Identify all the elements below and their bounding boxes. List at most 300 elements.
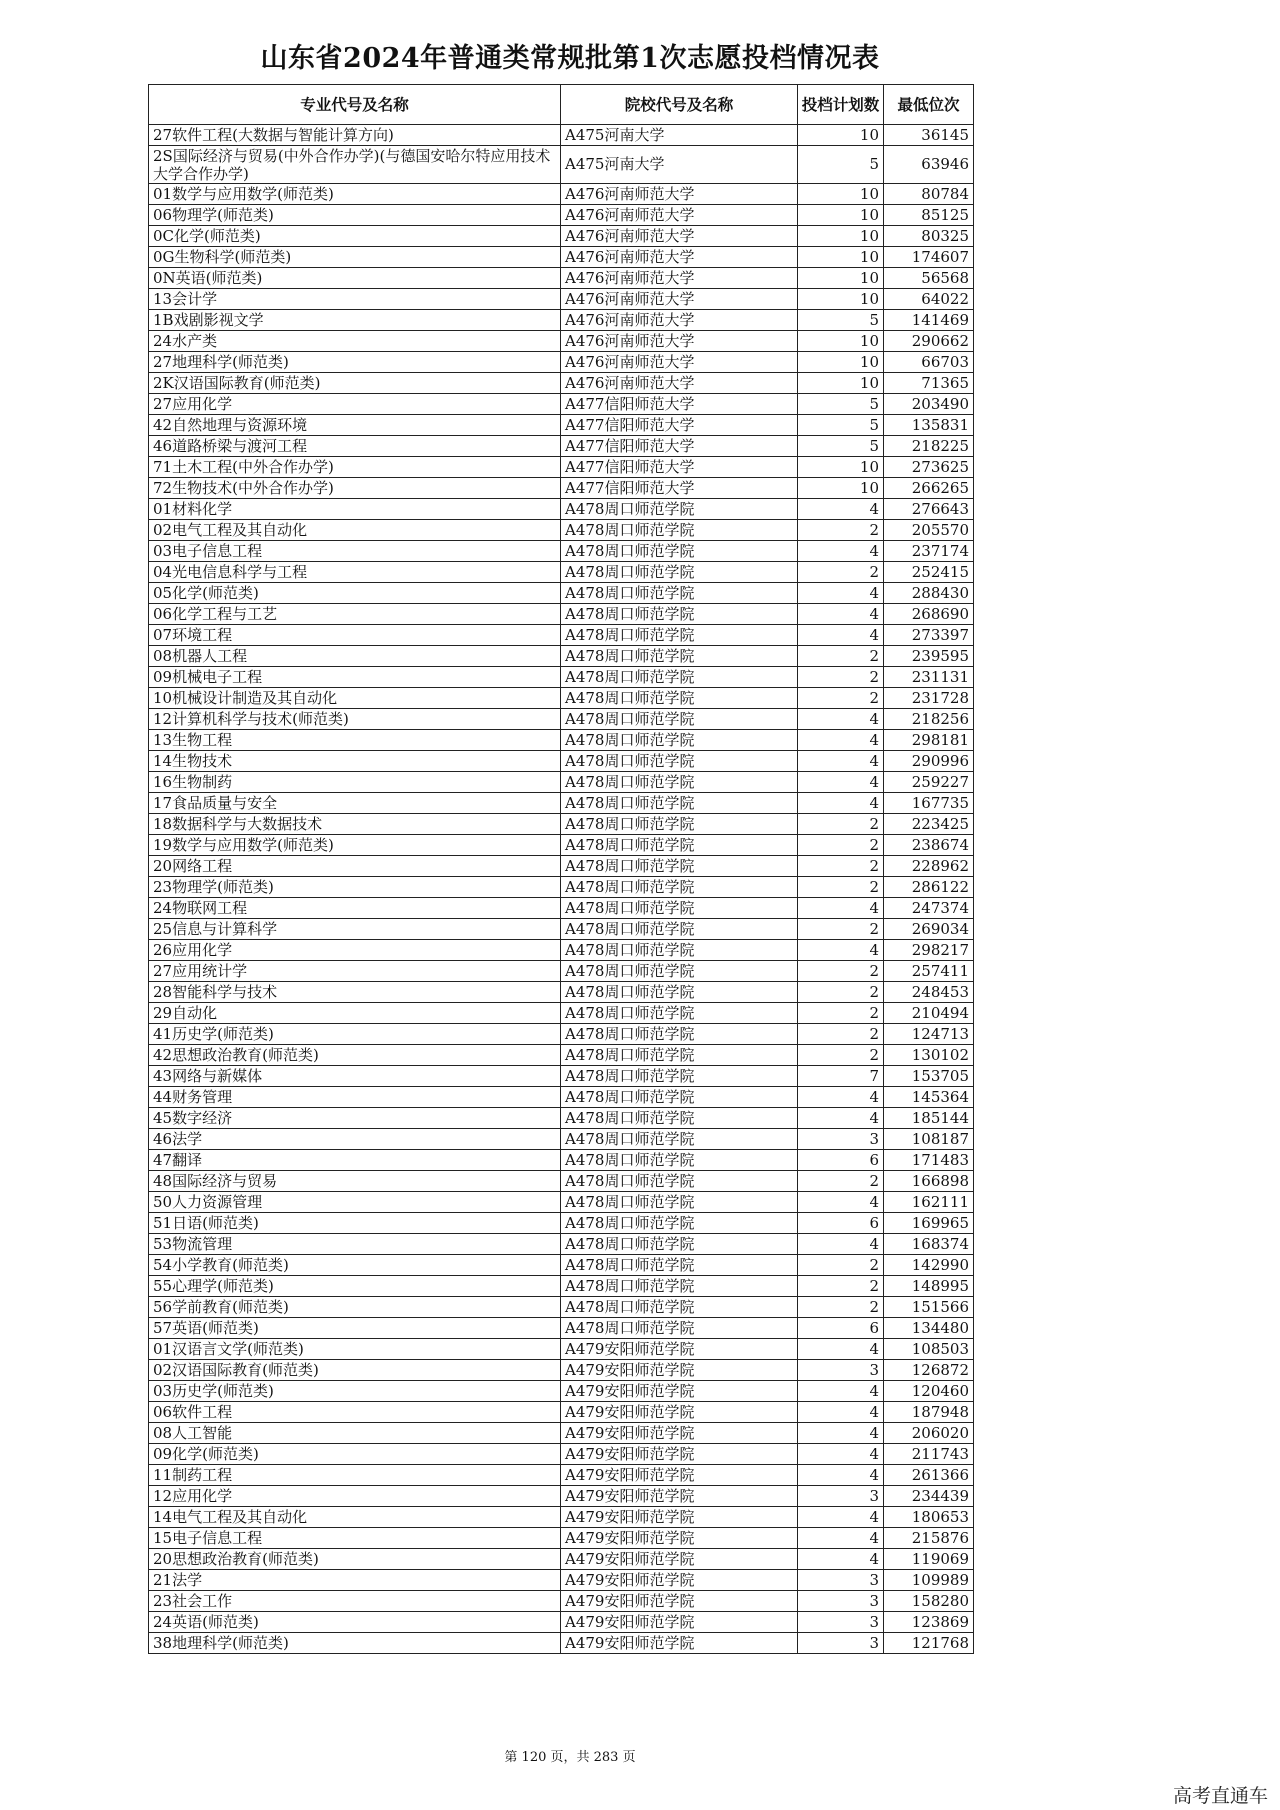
cell-major: 26应用化学: [149, 940, 561, 961]
cell-major: 27软件工程(大数据与智能计算方向): [149, 125, 561, 146]
cell-school: A478周口师范学院: [561, 1024, 798, 1045]
cell-plan: 4: [798, 940, 884, 961]
table-row: [149, 751, 974, 772]
cell-school: A479安阳师范学院: [561, 1402, 798, 1423]
cell-school: A478周口师范学院: [561, 667, 798, 688]
cell-min-rank: 276643: [884, 499, 974, 520]
table-row: [149, 1066, 974, 1087]
cell-school: A479安阳师范学院: [561, 1423, 798, 1444]
cell-min-rank: 257411: [884, 961, 974, 982]
cell-plan: 6: [798, 1150, 884, 1171]
cell-school: A478周口师范学院: [561, 961, 798, 982]
table-row: [149, 1507, 974, 1528]
cell-major: 20思想政治教育(师范类): [149, 1549, 561, 1570]
cell-school: A476河南师范大学: [561, 373, 798, 394]
table-row: [149, 688, 974, 709]
cell-min-rank: 119069: [884, 1549, 974, 1570]
table-row: [149, 1297, 974, 1318]
table-row: [149, 1234, 974, 1255]
cell-min-rank: 286122: [884, 877, 974, 898]
cell-min-rank: 206020: [884, 1423, 974, 1444]
cell-school: A479安阳师范学院: [561, 1339, 798, 1360]
table-row: [149, 1129, 974, 1150]
table-row: [149, 373, 974, 394]
cell-school: A477信阳师范大学: [561, 457, 798, 478]
table-row: [149, 1108, 974, 1129]
cell-major: 43网络与新媒体: [149, 1066, 561, 1087]
cell-min-rank: 56568: [884, 268, 974, 289]
cell-plan: 5: [798, 415, 884, 436]
cell-major: 44财务管理: [149, 1087, 561, 1108]
cell-major: 57英语(师范类): [149, 1318, 561, 1339]
table-row: [149, 562, 974, 583]
cell-plan: 4: [798, 751, 884, 772]
table-row: [149, 814, 974, 835]
cell-school: A478周口师范学院: [561, 625, 798, 646]
cell-min-rank: 36145: [884, 125, 974, 146]
cell-major: 09化学(师范类): [149, 1444, 561, 1465]
cell-min-rank: 234439: [884, 1486, 974, 1507]
table-row: [149, 1360, 974, 1381]
cell-plan: 3: [798, 1633, 884, 1654]
cell-min-rank: 123869: [884, 1612, 974, 1633]
cell-min-rank: 203490: [884, 394, 974, 415]
table-row: [149, 1612, 974, 1633]
cell-school: A479安阳师范学院: [561, 1507, 798, 1528]
cell-plan: 4: [798, 898, 884, 919]
table-row: [149, 709, 974, 730]
cell-major: 14电气工程及其自动化: [149, 1507, 561, 1528]
cell-school: A476河南师范大学: [561, 331, 798, 352]
cell-major: 1B戏剧影视文学: [149, 310, 561, 331]
cell-school: A478周口师范学院: [561, 1192, 798, 1213]
table-row: [149, 1003, 974, 1024]
table-row: [149, 835, 974, 856]
cell-school: A478周口师范学院: [561, 583, 798, 604]
cell-min-rank: 252415: [884, 562, 974, 583]
cell-major: 38地理科学(师范类): [149, 1633, 561, 1654]
cell-plan: 4: [798, 1423, 884, 1444]
page-footer: 第 120 页，共 283 页: [504, 1750, 636, 1765]
table-row: [149, 646, 974, 667]
cell-major: 0C化学(师范类): [149, 226, 561, 247]
cell-school: A478周口师范学院: [561, 793, 798, 814]
table-row: [149, 457, 974, 478]
cell-min-rank: 63946: [884, 146, 974, 184]
cell-major: 02电气工程及其自动化: [149, 520, 561, 541]
cell-plan: 2: [798, 1171, 884, 1192]
cell-min-rank: 218256: [884, 709, 974, 730]
cell-plan: 2: [798, 982, 884, 1003]
admission-table: [148, 84, 974, 1654]
cell-school: A476河南师范大学: [561, 247, 798, 268]
cell-school: A479安阳师范学院: [561, 1612, 798, 1633]
cell-major: 42思想政治教育(师范类): [149, 1045, 561, 1066]
cell-min-rank: 269034: [884, 919, 974, 940]
cell-min-rank: 151566: [884, 1297, 974, 1318]
cell-plan: 10: [798, 205, 884, 226]
cell-plan: 4: [798, 1549, 884, 1570]
cell-school: A476河南师范大学: [561, 289, 798, 310]
cell-school: A478周口师范学院: [561, 1066, 798, 1087]
cell-major: 72生物技术(中外合作办学): [149, 478, 561, 499]
cell-school: A478周口师范学院: [561, 772, 798, 793]
cell-major: 18数据科学与大数据技术: [149, 814, 561, 835]
table-row: [149, 583, 974, 604]
cell-school: A479安阳师范学院: [561, 1591, 798, 1612]
cell-major: 13生物工程: [149, 730, 561, 751]
cell-plan: 10: [798, 247, 884, 268]
cell-major: 2S国际经济与贸易(中外合作办学)(与德国安哈尔特应用技术大学合作办学): [149, 146, 561, 184]
table-row: [149, 310, 974, 331]
table-row: [149, 415, 974, 436]
cell-major: 01汉语言文学(师范类): [149, 1339, 561, 1360]
cell-plan: 4: [798, 772, 884, 793]
cell-min-rank: 134480: [884, 1318, 974, 1339]
cell-min-rank: 288430: [884, 583, 974, 604]
cell-plan: 4: [798, 709, 884, 730]
cell-school: A478周口师范学院: [561, 688, 798, 709]
table-row: [149, 919, 974, 940]
table-row: [149, 436, 974, 457]
cell-school: A478周口师范学院: [561, 1087, 798, 1108]
table-row: [149, 541, 974, 562]
cell-school: A478周口师范学院: [561, 1276, 798, 1297]
cell-major: 27应用统计学: [149, 961, 561, 982]
cell-plan: 4: [798, 541, 884, 562]
cell-min-rank: 187948: [884, 1402, 974, 1423]
table-row: [149, 1465, 974, 1486]
table-row: [149, 1549, 974, 1570]
cell-school: A476河南师范大学: [561, 184, 798, 205]
cell-school: A478周口师范学院: [561, 898, 798, 919]
cell-school: A478周口师范学院: [561, 835, 798, 856]
cell-school: A478周口师范学院: [561, 730, 798, 751]
cell-school: A478周口师范学院: [561, 751, 798, 772]
table-row: [149, 289, 974, 310]
cell-min-rank: 120460: [884, 1381, 974, 1402]
cell-plan: 4: [798, 1108, 884, 1129]
cell-school: A479安阳师范学院: [561, 1633, 798, 1654]
cell-min-rank: 71365: [884, 373, 974, 394]
cell-plan: 4: [798, 1381, 884, 1402]
cell-plan: 4: [798, 625, 884, 646]
cell-min-rank: 290662: [884, 331, 974, 352]
table-row: [149, 961, 974, 982]
cell-plan: 2: [798, 835, 884, 856]
cell-plan: 2: [798, 520, 884, 541]
cell-major: 23社会工作: [149, 1591, 561, 1612]
cell-school: A477信阳师范大学: [561, 478, 798, 499]
table-row: [149, 1528, 974, 1549]
cell-plan: 4: [798, 1087, 884, 1108]
cell-plan: 10: [798, 352, 884, 373]
cell-plan: 7: [798, 1066, 884, 1087]
cell-plan: 2: [798, 1255, 884, 1276]
cell-plan: 4: [798, 793, 884, 814]
table-row: [149, 146, 974, 184]
table-row: [149, 331, 974, 352]
cell-major: 50人力资源管理: [149, 1192, 561, 1213]
cell-school: A478周口师范学院: [561, 709, 798, 730]
table-row: [149, 1633, 974, 1654]
table-row: [149, 352, 974, 373]
table-row: [149, 1381, 974, 1402]
cell-major: 08人工智能: [149, 1423, 561, 1444]
cell-min-rank: 298217: [884, 940, 974, 961]
cell-min-rank: 66703: [884, 352, 974, 373]
cell-plan: 2: [798, 961, 884, 982]
table-row: [149, 730, 974, 751]
cell-plan: 4: [798, 1528, 884, 1549]
cell-school: A478周口师范学院: [561, 646, 798, 667]
table-row: [149, 1150, 974, 1171]
cell-major: 12计算机科学与技术(师范类): [149, 709, 561, 730]
cell-major: 29自动化: [149, 1003, 561, 1024]
cell-min-rank: 205570: [884, 520, 974, 541]
cell-major: 54小学教育(师范类): [149, 1255, 561, 1276]
table-row: [149, 1024, 974, 1045]
cell-min-rank: 223425: [884, 814, 974, 835]
table-row: [149, 1318, 974, 1339]
cell-major: 14生物技术: [149, 751, 561, 772]
cell-major: 55心理学(师范类): [149, 1276, 561, 1297]
cell-min-rank: 238674: [884, 835, 974, 856]
col-header-plan: 投档计划数: [798, 85, 884, 125]
page-title: 山东省2024年普通类常规批第1次志愿投档情况表: [260, 43, 880, 74]
cell-min-rank: 290996: [884, 751, 974, 772]
cell-plan: 10: [798, 184, 884, 205]
cell-school: A479安阳师范学院: [561, 1465, 798, 1486]
table-row: [149, 1423, 974, 1444]
cell-school: A477信阳师范大学: [561, 436, 798, 457]
cell-plan: 2: [798, 1276, 884, 1297]
table-row: [149, 856, 974, 877]
cell-plan: 2: [798, 877, 884, 898]
cell-school: A478周口师范学院: [561, 856, 798, 877]
cell-min-rank: 124713: [884, 1024, 974, 1045]
cell-min-rank: 261366: [884, 1465, 974, 1486]
cell-major: 23物理学(师范类): [149, 877, 561, 898]
cell-min-rank: 141469: [884, 310, 974, 331]
cell-plan: 4: [798, 499, 884, 520]
cell-school: A477信阳师范大学: [561, 415, 798, 436]
cell-major: 06软件工程: [149, 1402, 561, 1423]
table-header: [149, 85, 974, 125]
table-row: [149, 478, 974, 499]
table-row: [149, 982, 974, 1003]
table-row: [149, 247, 974, 268]
table-row: [149, 1171, 974, 1192]
cell-major: 11制药工程: [149, 1465, 561, 1486]
cell-plan: 3: [798, 1486, 884, 1507]
cell-major: 17食品质量与安全: [149, 793, 561, 814]
cell-min-rank: 121768: [884, 1633, 974, 1654]
cell-plan: 4: [798, 604, 884, 625]
cell-min-rank: 135831: [884, 415, 974, 436]
cell-school: A478周口师范学院: [561, 499, 798, 520]
cell-plan: 3: [798, 1591, 884, 1612]
cell-major: 27地理科学(师范类): [149, 352, 561, 373]
cell-min-rank: 108503: [884, 1339, 974, 1360]
cell-plan: 2: [798, 1024, 884, 1045]
cell-school: A478周口师范学院: [561, 814, 798, 835]
cell-plan: 10: [798, 373, 884, 394]
cell-plan: 4: [798, 1234, 884, 1255]
cell-major: 2K汉语国际教育(师范类): [149, 373, 561, 394]
cell-major: 27应用化学: [149, 394, 561, 415]
cell-plan: 5: [798, 394, 884, 415]
cell-school: A475河南大学: [561, 125, 798, 146]
col-header-major: 专业代号及名称: [149, 85, 561, 125]
table-row: [149, 940, 974, 961]
cell-major: 19数学与应用数学(师范类): [149, 835, 561, 856]
cell-major: 0G生物科学(师范类): [149, 247, 561, 268]
cell-plan: 10: [798, 478, 884, 499]
cell-major: 07环境工程: [149, 625, 561, 646]
cell-plan: 10: [798, 457, 884, 478]
cell-plan: 2: [798, 1297, 884, 1318]
cell-major: 09机械电子工程: [149, 667, 561, 688]
table-row: [149, 667, 974, 688]
cell-school: A478周口师范学院: [561, 1045, 798, 1066]
cell-major: 24英语(师范类): [149, 1612, 561, 1633]
cell-min-rank: 266265: [884, 478, 974, 499]
cell-major: 24水产类: [149, 331, 561, 352]
cell-school: A478周口师范学院: [561, 1150, 798, 1171]
cell-min-rank: 169965: [884, 1213, 974, 1234]
cell-min-rank: 247374: [884, 898, 974, 919]
cell-school: A478周口师范学院: [561, 1108, 798, 1129]
cell-major: 24物联网工程: [149, 898, 561, 919]
header-row: [149, 85, 974, 125]
table-row: [149, 1444, 974, 1465]
table-row: [149, 520, 974, 541]
cell-plan: 10: [798, 289, 884, 310]
cell-min-rank: 162111: [884, 1192, 974, 1213]
cell-plan: 6: [798, 1213, 884, 1234]
cell-major: 13会计学: [149, 289, 561, 310]
cell-major: 16生物制药: [149, 772, 561, 793]
cell-min-rank: 259227: [884, 772, 974, 793]
cell-school: A477信阳师范大学: [561, 394, 798, 415]
cell-school: A478周口师范学院: [561, 541, 798, 562]
cell-plan: 2: [798, 919, 884, 940]
table-row: [149, 394, 974, 415]
cell-major: 08机器人工程: [149, 646, 561, 667]
cell-major: 15电子信息工程: [149, 1528, 561, 1549]
cell-major: 06化学工程与工艺: [149, 604, 561, 625]
table-body: [149, 125, 974, 1654]
cell-min-rank: 231728: [884, 688, 974, 709]
cell-major: 03历史学(师范类): [149, 1381, 561, 1402]
cell-major: 41历史学(师范类): [149, 1024, 561, 1045]
cell-school: A479安阳师范学院: [561, 1549, 798, 1570]
cell-min-rank: 185144: [884, 1108, 974, 1129]
cell-school: A476河南师范大学: [561, 226, 798, 247]
cell-school: A479安阳师范学院: [561, 1360, 798, 1381]
table-row: [149, 1045, 974, 1066]
cell-min-rank: 231131: [884, 667, 974, 688]
cell-major: 51日语(师范类): [149, 1213, 561, 1234]
cell-min-rank: 145364: [884, 1087, 974, 1108]
table-row: [149, 268, 974, 289]
cell-school: A479安阳师范学院: [561, 1570, 798, 1591]
cell-major: 46法学: [149, 1129, 561, 1150]
cell-major: 45数字经济: [149, 1108, 561, 1129]
cell-plan: 4: [798, 1339, 884, 1360]
table-row: [149, 898, 974, 919]
cell-school: A478周口师范学院: [561, 604, 798, 625]
table-row: [149, 1570, 974, 1591]
table-row: [149, 793, 974, 814]
cell-min-rank: 126872: [884, 1360, 974, 1381]
table-row: [149, 1087, 974, 1108]
cell-major: 01数学与应用数学(师范类): [149, 184, 561, 205]
cell-major: 20网络工程: [149, 856, 561, 877]
cell-plan: 5: [798, 146, 884, 184]
cell-plan: 10: [798, 125, 884, 146]
table-row: [149, 1486, 974, 1507]
cell-min-rank: 215876: [884, 1528, 974, 1549]
cell-min-rank: 167735: [884, 793, 974, 814]
table-row: [149, 226, 974, 247]
cell-school: A478周口师范学院: [561, 1171, 798, 1192]
cell-school: A478周口师范学院: [561, 919, 798, 940]
cell-school: A478周口师范学院: [561, 940, 798, 961]
cell-major: 21法学: [149, 1570, 561, 1591]
cell-plan: 6: [798, 1318, 884, 1339]
cell-min-rank: 228962: [884, 856, 974, 877]
cell-school: A478周口师范学院: [561, 982, 798, 1003]
cell-plan: 2: [798, 1003, 884, 1024]
cell-plan: 4: [798, 1402, 884, 1423]
cell-plan: 3: [798, 1129, 884, 1150]
cell-major: 56学前教育(师范类): [149, 1297, 561, 1318]
cell-min-rank: 109989: [884, 1570, 974, 1591]
cell-min-rank: 142990: [884, 1255, 974, 1276]
cell-plan: 3: [798, 1570, 884, 1591]
cell-plan: 2: [798, 814, 884, 835]
cell-major: 71土木工程(中外合作办学): [149, 457, 561, 478]
cell-major: 46道路桥梁与渡河工程: [149, 436, 561, 457]
cell-school: A478周口师范学院: [561, 1297, 798, 1318]
cell-plan: 2: [798, 1045, 884, 1066]
cell-major: 01材料化学: [149, 499, 561, 520]
table-row: [149, 1276, 974, 1297]
cell-min-rank: 268690: [884, 604, 974, 625]
cell-school: A478周口师范学院: [561, 562, 798, 583]
cell-min-rank: 171483: [884, 1150, 974, 1171]
cell-plan: 10: [798, 268, 884, 289]
cell-plan: 4: [798, 583, 884, 604]
cell-min-rank: 168374: [884, 1234, 974, 1255]
cell-min-rank: 239595: [884, 646, 974, 667]
cell-min-rank: 237174: [884, 541, 974, 562]
cell-major: 25信息与计算科学: [149, 919, 561, 940]
cell-school: A479安阳师范学院: [561, 1444, 798, 1465]
cell-school: A476河南师范大学: [561, 310, 798, 331]
table-row: [149, 184, 974, 205]
cell-school: A476河南师范大学: [561, 352, 798, 373]
cell-min-rank: 64022: [884, 289, 974, 310]
cell-plan: 2: [798, 562, 884, 583]
cell-school: A478周口师范学院: [561, 1129, 798, 1150]
cell-plan: 10: [798, 226, 884, 247]
col-header-rank: 最低位次: [884, 85, 974, 125]
cell-plan: 4: [798, 730, 884, 751]
cell-major: 47翻译: [149, 1150, 561, 1171]
